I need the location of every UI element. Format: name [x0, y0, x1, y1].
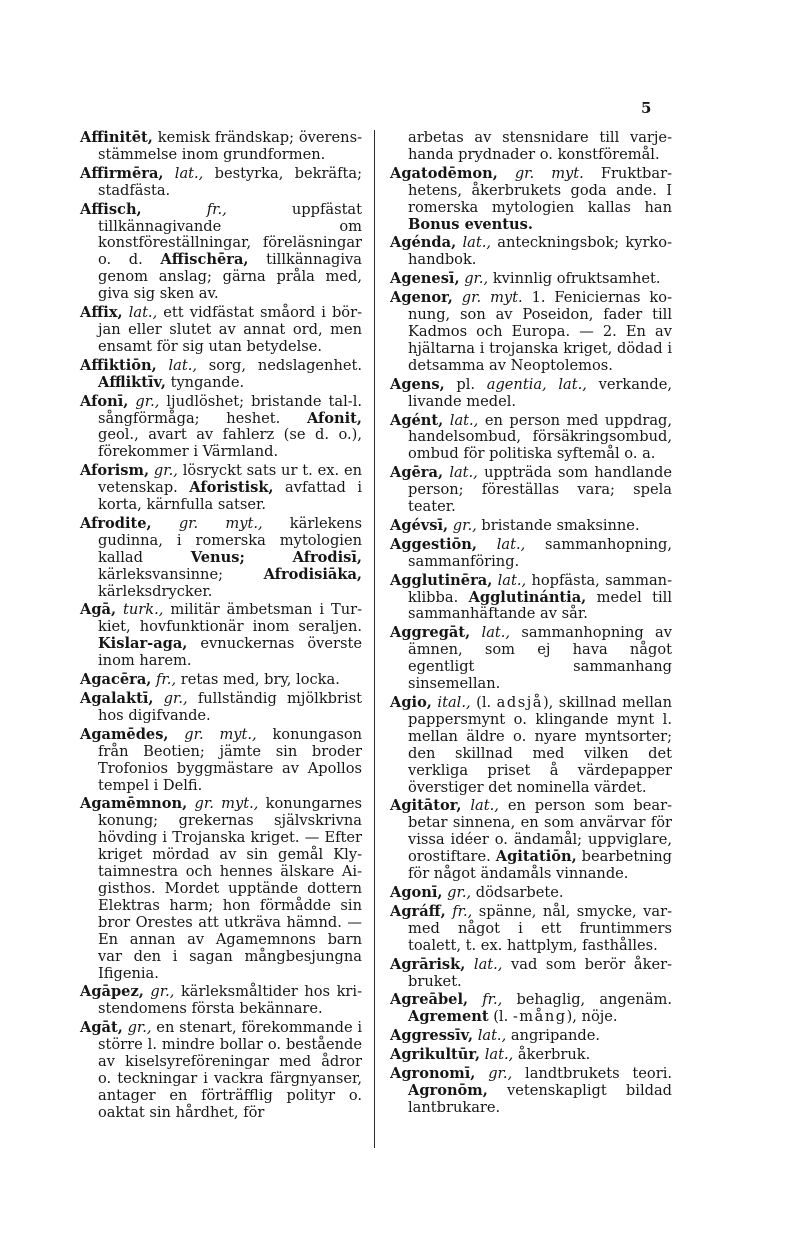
dictionary-entry — [390, 235, 672, 269]
entry-text: 1. Feniciernas konung, son av Poseidon, fader till Kadmos och Europa. — 2. En av hjältarna i trojanska kriget, dödad i detsamma av Neoptolemos. — [408, 289, 672, 374]
italic-text: gr., — [447, 883, 472, 901]
italic-text: lat., — [128, 304, 158, 322]
headword: Affiktiōn, — [80, 356, 157, 374]
dictionary-entry — [80, 358, 362, 392]
entry-text: bristande smaksinne. — [476, 516, 640, 534]
spaced-text: adsjå — [496, 694, 543, 711]
headword: Aforistisk, — [189, 479, 274, 497]
entry-text — [475, 1065, 488, 1082]
dictionary-entry — [390, 904, 672, 955]
dictionary-entry — [390, 992, 672, 1026]
entry-text: en person med uppdrag, handelsombud, försäkringsombud, ombud för politiska syftemål o. a. — [408, 411, 673, 463]
headword: Agenor, — [390, 289, 453, 307]
column-divider — [374, 130, 375, 1148]
dictionary-entry — [80, 691, 362, 725]
headword: Afrodisiāka, — [263, 565, 362, 583]
italic-text: fr., — [156, 671, 177, 689]
dictionary-entry — [80, 672, 362, 689]
headword: Aforism, — [80, 462, 150, 480]
headword: Agénda, — [390, 234, 457, 252]
entry-text: hopfästa, sammanklibba. — [408, 571, 672, 606]
entry-text: bestyrka, bekräfta; stadfästa. — [98, 164, 363, 199]
italic-text: gr., — [452, 516, 477, 534]
headword: Agalaktī, — [80, 690, 154, 707]
headword: Bonus eventus. — [408, 215, 533, 233]
headword: Agrikultūr, — [390, 1046, 481, 1064]
italic-text: lat., — [497, 571, 527, 589]
right-column — [390, 130, 672, 1119]
headword: Afrodite, — [80, 514, 152, 532]
italic-text: lat., — [168, 356, 197, 374]
italic-text: lat., — [496, 535, 526, 553]
entry-text: vad som berör åkerbruket. — [408, 955, 672, 990]
italic-text: gr., — [153, 462, 178, 480]
entry-text: tillkännagiva genom anslag; gärna pråla med, giva sig sken av. — [98, 251, 362, 303]
headword: Afonī, — [80, 392, 129, 410]
entry-text: sammanhopning, sammanföring. — [408, 535, 672, 570]
headword: Agāt, — [80, 1019, 123, 1037]
entry-text: vetenskapligt bildad lantbrukare. — [408, 1081, 672, 1116]
entry-text: tyngande. — [165, 373, 245, 391]
italic-text: gr. myt., — [184, 725, 257, 743]
italic-text: gr., — [135, 392, 160, 410]
italic-text: gr., — [163, 690, 188, 707]
headword: Venus; — [190, 548, 245, 566]
italic-text: gr., — [464, 270, 489, 288]
dictionary-entry — [80, 984, 362, 1018]
entry-text — [465, 956, 474, 973]
italic-text: lat., — [449, 411, 479, 429]
headword: Agévsī, — [390, 516, 449, 534]
entry-text — [153, 690, 163, 707]
entry-text: militär ämbetsman i Turkiet, hovfunktionär inom seraljen. — [98, 601, 363, 636]
entry-text: kärlekens gudinna, i romerska mytologien kallad — [98, 514, 362, 566]
entry-text — [169, 726, 185, 743]
entry-text — [157, 357, 169, 374]
entry-text: konungason från Beotien; jämte sin broder Trofonios byggmästare av Apollos tempel i Delfi. — [98, 725, 363, 794]
entry-text: sorg, nedslagenhet. — [197, 356, 362, 374]
entry-text: en person som bearbetar sinnena, en som anvärvar för vissa idéer o. ändamål; uppviglare, orostiftare. — [408, 797, 672, 866]
headword: Agamēmnon, — [80, 795, 188, 813]
entry-text: geol., avart av fahlerz (se d. o.), förekommer i Värmland. — [98, 426, 362, 461]
italic-text: fr., — [206, 200, 227, 218]
entry-text: fullständig mjölkbrist hos digifvande. — [98, 690, 363, 724]
headword: Agitātor, — [390, 797, 462, 815]
dictionary-entry — [390, 537, 672, 571]
italic-text: agentia, lat., — [486, 375, 587, 393]
dictionary-entry — [390, 377, 672, 411]
dictionary-entry — [390, 695, 672, 796]
headword: Agāpez, — [80, 983, 144, 1001]
entry-text: ett vidfästat småord i början eller slutet av annat ord, men ensamt för sig utan betydelse. — [98, 304, 362, 355]
italic-text: lat., — [174, 164, 204, 182]
headword: Agēra, — [390, 464, 444, 482]
italic-text: fr., — [452, 902, 473, 920]
entry-text: behaglig, angenäm. — [502, 991, 672, 1009]
headword: Afrodisī, — [292, 548, 362, 566]
headword: Affisch, — [80, 200, 142, 218]
dictionary-entry — [390, 1047, 672, 1064]
italic-text: turk., — [123, 601, 164, 619]
entry-text: landtbrukets teori. — [512, 1065, 672, 1083]
headword: Aggregāt, — [390, 624, 471, 642]
entry-text: en stenart, förekommande i större l. mindre bollar o. bestående av kiselsyreföreningar med ådror o. teckningar i vackra färgnyanser, antager en förträfflig polityr o. oaktat sin hårdhet, för — [98, 1019, 363, 1121]
spaced-text: -mång — [512, 1008, 567, 1026]
dictionary-entry — [390, 413, 672, 464]
italic-text: lat., — [470, 797, 499, 815]
entry-text: kärleksmåltider hos kristendomens första bekännare. — [98, 983, 363, 1018]
headword: Affliktīv, — [98, 373, 166, 391]
italic-text: lat., — [449, 464, 478, 482]
entry-text: anteckningsbok; kyrkohandbok. — [408, 234, 672, 269]
headword: Agatodēmon, — [390, 164, 498, 182]
dictionary-entry — [390, 1066, 672, 1117]
entry-text: ljudlöshet; bristande tal-l. sångförmåga; heshet. — [98, 392, 363, 427]
headword: Affischēra, — [160, 251, 249, 269]
entry-text: angripande. — [506, 1027, 601, 1045]
dictionary-entry — [80, 602, 362, 670]
entry-text: pl. — [444, 375, 487, 393]
italic-text: gr. myt., — [194, 795, 259, 813]
headword: Agrement — [408, 1008, 489, 1026]
entry-text: kemisk frändskap; överensstämmelse inom grundformen. — [98, 129, 362, 163]
dictionary-entry — [80, 202, 362, 303]
entry-text: kvinnlig ofruktsamhet. — [488, 270, 661, 288]
entry-text: avfattad i korta, kärnfulla satser. — [98, 479, 363, 514]
dictionary-entry — [80, 796, 362, 982]
headword: Affirmēra, — [80, 164, 164, 182]
headword: Agacēra, — [80, 671, 152, 689]
headword: Agio, — [390, 694, 432, 711]
entry-text — [468, 991, 482, 1008]
dictionary-entry — [80, 130, 362, 164]
headword: Aggestiōn, — [390, 535, 477, 553]
entry-text: Fruktbarhetens, åkerbrukets goda ande. I romerska mytologien kallas han — [408, 164, 672, 216]
headword: Agrārisk, — [390, 955, 466, 973]
entry-text: bearbetning för något ändamåls vinnande. — [408, 848, 672, 883]
headword: Agronōm, — [408, 1081, 488, 1099]
italic-text: gr., — [127, 1019, 152, 1037]
italic-text: gr. myt. — [514, 164, 584, 182]
italic-text: lat., — [477, 1027, 507, 1045]
headword: Agens, — [390, 375, 445, 393]
headword: Affix, — [80, 304, 123, 322]
entry-text — [142, 201, 207, 218]
entry-text: kärleksvansinne; — [98, 565, 264, 583]
headword: Agamēdes, — [80, 725, 169, 743]
entry-text — [477, 536, 497, 553]
entry-text: (l. — [470, 694, 497, 711]
entry-text: retas med, bry, locka. — [176, 671, 340, 689]
headword: Affinitēt, — [80, 129, 153, 146]
entry-text: evnuckernas överste inom harem. — [98, 635, 362, 670]
entry-text — [453, 289, 462, 306]
dictionary-entry — [80, 463, 362, 514]
dictionary-entry — [390, 798, 672, 883]
dictionary-entry — [80, 1020, 362, 1121]
italic-text: gr. myt., — [178, 514, 263, 532]
entry-text: åkerbruk. — [513, 1046, 591, 1064]
entry-text — [116, 601, 123, 618]
entry-text: (l. — [488, 1008, 513, 1026]
page-number: 5 — [641, 99, 652, 117]
entry-text: arbetas av stensnidare till varjehanda prydnader o. konstföremål. — [408, 129, 672, 163]
italic-text: gr. myt. — [461, 289, 523, 307]
headword: Agreābel, — [390, 991, 469, 1009]
entry-text: sammanhopning av ämnen, som ej hava något egentligt sammanhang sinsemellan. — [408, 624, 673, 693]
italic-text: lat., — [481, 624, 511, 642]
headword: Agitatiōn, — [495, 848, 577, 866]
entry-text — [164, 165, 175, 182]
headword: Agráff, — [390, 902, 446, 920]
headword: Kislar-aga, — [98, 635, 188, 653]
headword: Aggressīv, — [390, 1027, 474, 1045]
entry-text: ), skillnad mellan pappersmynt o. klingande mynt l. mellan äldre o. nyare myntsorter; den skillnad med vilken det verkliga priset å värdepapper överstiger det nominella värdet. — [408, 694, 673, 796]
headword: Agā, — [80, 601, 117, 619]
headword: Agronomī, — [390, 1065, 476, 1083]
italic-text: lat., — [462, 234, 491, 252]
dictionary-entry — [80, 516, 362, 601]
headword: Agént, — [390, 411, 444, 429]
headword: Afonit, — [306, 409, 362, 427]
entry-text: konungarnes konung; grekernas självskrivna hövding i Trojanska kriget. — Efter kriget mördad av sin gemål Klytaimnestra och hennes älskare Aigisthos. Mordet upptände dottern Elektras harm; hon förmådde sin bror Orestes att utkräva hämnd. — En annan av Agamemnons barn var den i sagan mångbesjungna Ifigenia. — [98, 795, 363, 982]
entry-text — [470, 624, 481, 641]
dictionary-entry — [390, 957, 672, 991]
dictionary-entry — [390, 290, 672, 375]
entry-text: lösryckt sats ur t. ex. en vetenskap. — [98, 462, 363, 497]
entry-text: uppfästat tillkännagivande om konstföreställningar, föreläsningar o. d. — [98, 200, 362, 269]
entry-text: dödsarbete. — [471, 883, 564, 901]
entry-text: verkande, livande medel. — [408, 375, 672, 410]
entry-text: kärleksdrycker. — [98, 582, 213, 600]
entry-text — [152, 515, 179, 532]
italic-text: gr., — [150, 983, 175, 1001]
italic-text: gr., — [488, 1065, 513, 1083]
entry-text: uppträda som handlande person; föreställas vara; spela teater. — [408, 464, 672, 516]
dictionary-entry — [390, 885, 672, 902]
dictionary-entry — [390, 625, 672, 693]
dictionary-entry — [80, 727, 362, 795]
dictionary-entry — [390, 166, 672, 234]
left-column — [80, 130, 362, 1124]
italic-text: fr., — [482, 991, 503, 1009]
italic-text: lat., — [473, 955, 503, 973]
entry-text — [498, 165, 515, 182]
italic-text: ital., — [437, 694, 471, 711]
italic-text: lat., — [484, 1046, 514, 1064]
entry-text — [245, 549, 293, 566]
dictionary-entry — [80, 166, 362, 200]
entry-text: ), nöje. — [566, 1008, 618, 1026]
headword: Agenesī, — [390, 270, 460, 288]
dictionary-entry — [390, 465, 672, 516]
dictionary-entry — [390, 573, 672, 624]
entry-text: medel till sammanhäftande av sår. — [408, 588, 672, 623]
headword: Agglutinēra, — [390, 571, 493, 589]
headword: Agglutinántia, — [468, 588, 587, 606]
dictionary-entry — [390, 518, 672, 535]
headword: Agonī, — [390, 883, 443, 901]
dictionary-entry — [80, 394, 362, 462]
entry-continuation — [390, 130, 672, 164]
dictionary-entry — [390, 271, 672, 288]
dictionary-entry — [80, 305, 362, 356]
entry-text: spänne, nål, smycke, varmed något i ett fruntimmers toalett, t. ex. hattplym, fasthålles. — [408, 902, 672, 954]
dictionary-entry — [390, 1028, 672, 1045]
